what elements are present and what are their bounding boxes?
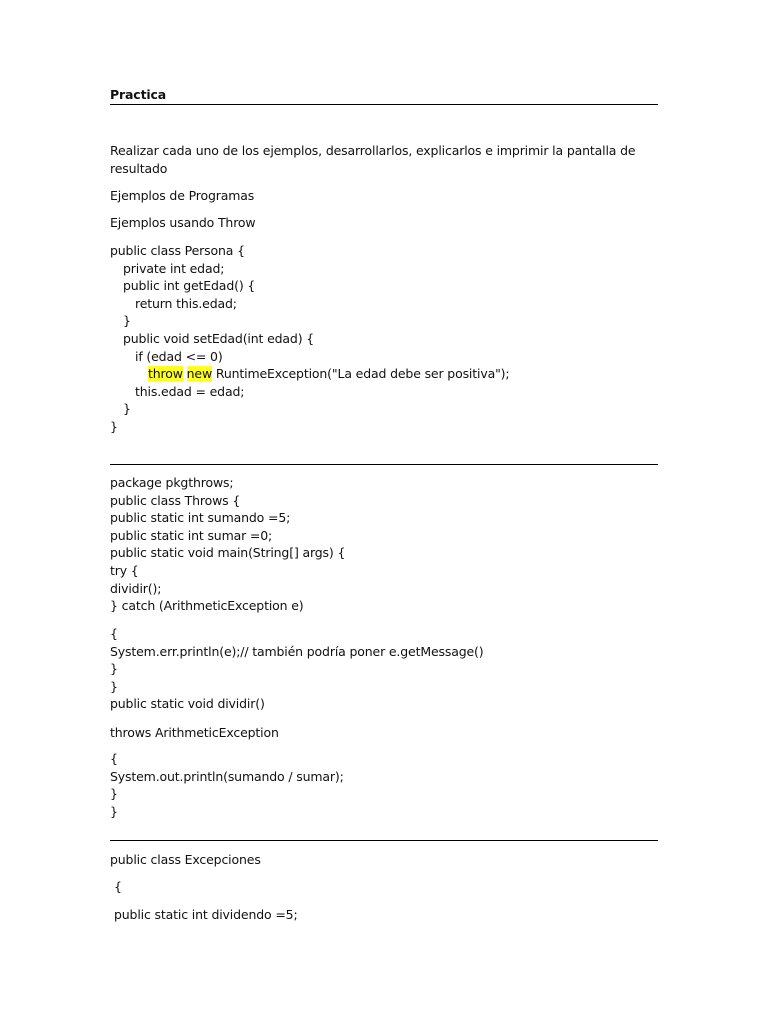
code-line: }: [110, 803, 118, 819]
section-divider-1: [110, 464, 658, 465]
code-line: public static int dividendo =5;: [114, 907, 298, 922]
code-line: private int edad;: [123, 260, 225, 276]
heading-programs: Ejemplos de Programas: [110, 188, 255, 203]
code-line: public void setEdad(int edad) {: [123, 330, 315, 346]
code-line: public static int sumando =5;: [110, 510, 291, 526]
highlight-throw-keyword: throw: [148, 366, 183, 382]
code-line: dividir();: [110, 580, 162, 596]
throw-code-line: [110, 365, 658, 383]
code-line: public int getEdad() {: [123, 278, 256, 294]
document-page: [110, 0, 658, 1024]
code-line: }: [110, 661, 118, 677]
throws-code-block-d: [110, 750, 658, 820]
code-line: System.out.println(sumando / sumar);: [110, 768, 344, 784]
throws-code-block-b: [110, 625, 658, 713]
section-divider-2: [110, 840, 658, 841]
throws-code-block-a: [110, 474, 658, 615]
code-line: try {: [110, 562, 139, 578]
code-line: public static void main(String[] args) {: [110, 545, 346, 561]
throw-line-rest: RuntimeException("La edad debe ser positiva");: [212, 366, 510, 382]
code-line: package pkgthrows;: [110, 475, 234, 490]
heading-throw: Ejemplos usando Throw: [110, 215, 256, 230]
code-line: if (edad <= 0): [135, 348, 223, 364]
code-line: {: [110, 751, 118, 766]
code-line: public static int sumar =0;: [110, 527, 273, 543]
code-line: public class Excepciones: [110, 852, 261, 867]
code-line: }: [123, 313, 131, 329]
intro-paragraph: Realizar cada uno de los ejemplos, desarrollarlos, explicarlos e imprimir la pantalla de resultado: [110, 143, 636, 176]
code-line: }: [123, 401, 131, 417]
code-line: public class Persona {: [110, 243, 245, 258]
code-line: } catch (ArithmeticException e): [110, 598, 304, 614]
title-divider: [110, 104, 658, 105]
code-line: {: [110, 626, 118, 641]
code-line: }: [110, 418, 118, 434]
code-line: throws ArithmeticException: [110, 725, 279, 740]
code-line: }: [110, 678, 118, 694]
persona-code-block: [110, 242, 658, 436]
page-title: Practica: [110, 87, 167, 102]
highlight-new-keyword: new: [186, 366, 213, 382]
code-line: public class Throws {: [110, 492, 241, 508]
code-line: System.err.println(e);// también podría poner e.getMessage(): [110, 643, 484, 659]
code-line: return this.edad;: [135, 295, 237, 311]
code-line: this.edad = edad;: [135, 383, 245, 399]
code-line: }: [110, 786, 118, 802]
code-line: public static void dividir(): [110, 696, 265, 712]
code-line: {: [114, 879, 122, 894]
